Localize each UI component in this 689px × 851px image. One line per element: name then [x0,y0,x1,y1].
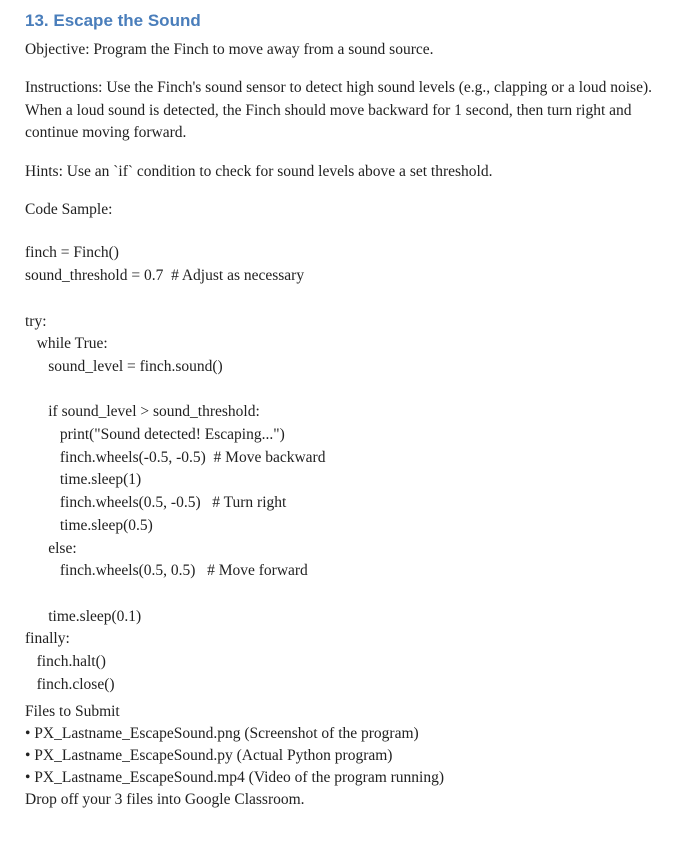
code-line: finch = Finch() [25,244,119,262]
code-line: time.sleep(0.1) [25,607,142,625]
section-title: 13. Escape the Sound [25,11,201,30]
code-line: finch.wheels(0.5, -0.5) # Turn right [25,494,287,512]
code-line: while True: [25,335,108,353]
code-line: try: [25,312,47,330]
code-line: sound_threshold = 0.7 # Adjust as necessary [25,267,305,285]
code-line: time.sleep(1) [25,471,142,489]
code-line: else: [25,539,77,557]
dropoff-text: Drop off your 3 files into Google Classroom. [25,791,305,809]
code-line: finch.wheels(0.5, 0.5) # Move forward [25,562,308,580]
code-line: sound_level = finch.sound() [25,357,223,375]
code-line [25,583,665,606]
code-line: finch.wheels(-0.5, -0.5) # Move backward [25,448,326,466]
file-item: • PX_Lastname_EscapeSound.png (Screenshot of the program) [25,725,419,743]
code-line: time.sleep(0.5) [25,516,153,534]
instructions-text: Instructions: Use the Finch's sound sensor to detect high sound levels (e.g., clapping or a loud noise). When a loud sound is detected, the Finch should move backward for 1 second, then turn right and continue moving forward. [25,79,652,142]
code-line: print("Sound detected! Escaping...") [25,426,285,444]
code-line: finch.close() [25,675,115,693]
file-item: • PX_Lastname_EscapeSound.py (Actual Python program) [25,747,393,765]
files-heading: Files to Submit [25,703,120,721]
code-line: finch.halt() [25,653,106,671]
objective-text: Objective: Program the Finch to move away from a sound source. [25,41,434,58]
files-list [25,723,665,789]
code-line: finally: [25,630,70,648]
code-line [25,288,665,311]
hints-text: Hints: Use an `if` condition to check for sound levels above a set threshold. [25,162,493,180]
code-sample-block [25,242,665,696]
code-sample-label: Code Sample: [25,201,113,219]
code-line: if sound_level > sound_threshold: [25,403,260,421]
file-item: • PX_Lastname_EscapeSound.mp4 (Video of the program running) [25,769,445,787]
code-line [25,379,665,402]
files-section [25,701,665,811]
